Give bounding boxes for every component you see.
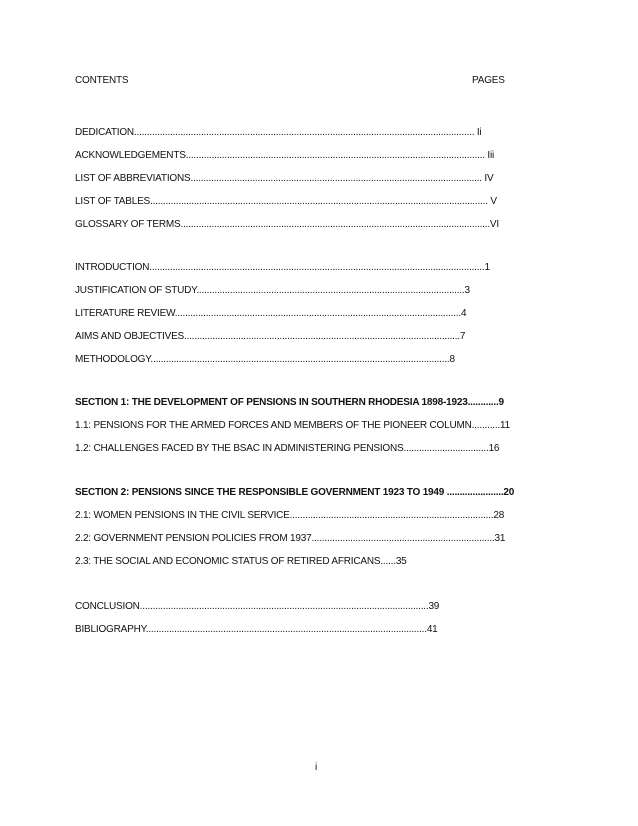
pages-heading: PAGES bbox=[472, 75, 505, 86]
toc-entry-1-2: 1.2: CHALLENGES FACED BY THE BSAC IN ADMINISTERING PENSIONS.................................16 bbox=[75, 443, 500, 454]
page-number: i bbox=[315, 762, 318, 773]
toc-entry-section-1: SECTION 1: THE DEVELOPMENT OF PENSIONS IN SOUTHERN RHODESIA 1898-1923............9 bbox=[75, 397, 504, 408]
toc-entry-justification: JUSTIFICATION OF STUDY........................................................................................................3 bbox=[75, 285, 470, 296]
toc-entry-abbreviations: LIST OF ABBREVIATIONS................................................................................................................. IV bbox=[75, 173, 494, 184]
toc-entry-bibliography: BIBLIOGRAPHY.............................................................................................................41 bbox=[75, 624, 438, 635]
toc-entry-conclusion: CONCLUSION................................................................................................................39 bbox=[75, 601, 440, 612]
toc-entry-1-1: 1.1: PENSIONS FOR THE ARMED FORCES AND MEMBERS OF THE PIONEER COLUMN...........11 bbox=[75, 420, 510, 431]
toc-entry-2-3: 2.3: THE SOCIAL AND ECONOMIC STATUS OF RETIRED AFRICANS......35 bbox=[75, 556, 407, 567]
toc-entry-list-of-tables: LIST OF TABLES................................................................................................................................... V bbox=[75, 196, 497, 207]
toc-entry-2-1: 2.1: WOMEN PENSIONS IN THE CIVIL SERVICE...............................................................................28 bbox=[75, 510, 505, 521]
toc-entry-2-2: 2.2: GOVERNMENT PENSION POLICIES FROM 1937.......................................................................31 bbox=[75, 533, 506, 544]
contents-heading: CONTENTS bbox=[75, 75, 129, 86]
toc-entry-section-2: SECTION 2: PENSIONS SINCE THE RESPONSIBLE GOVERNMENT 1923 TO 1949 ......................20 bbox=[75, 487, 515, 498]
toc-entry-aims-objectives: AIMS AND OBJECTIVES...........................................................................................................7 bbox=[75, 331, 466, 342]
toc-entry-acknowledgements: ACKNOWLEDGEMENTS.................................................................................................................... Iii bbox=[75, 150, 494, 161]
toc-entry-methodology: METHODOLOGY....................................................................................................................8 bbox=[75, 354, 455, 365]
toc-entry-literature-review: LITERATURE REVIEW...............................................................................................................4 bbox=[75, 308, 467, 319]
toc-entry-introduction: INTRODUCTION..................................................................................................................................1 bbox=[75, 262, 490, 273]
toc-entry-dedication: DEDICATION.................................................................................................................................... Ii bbox=[75, 127, 482, 138]
toc-entry-glossary: GLOSSARY OF TERMS........................................................................................................................VI bbox=[75, 219, 499, 230]
